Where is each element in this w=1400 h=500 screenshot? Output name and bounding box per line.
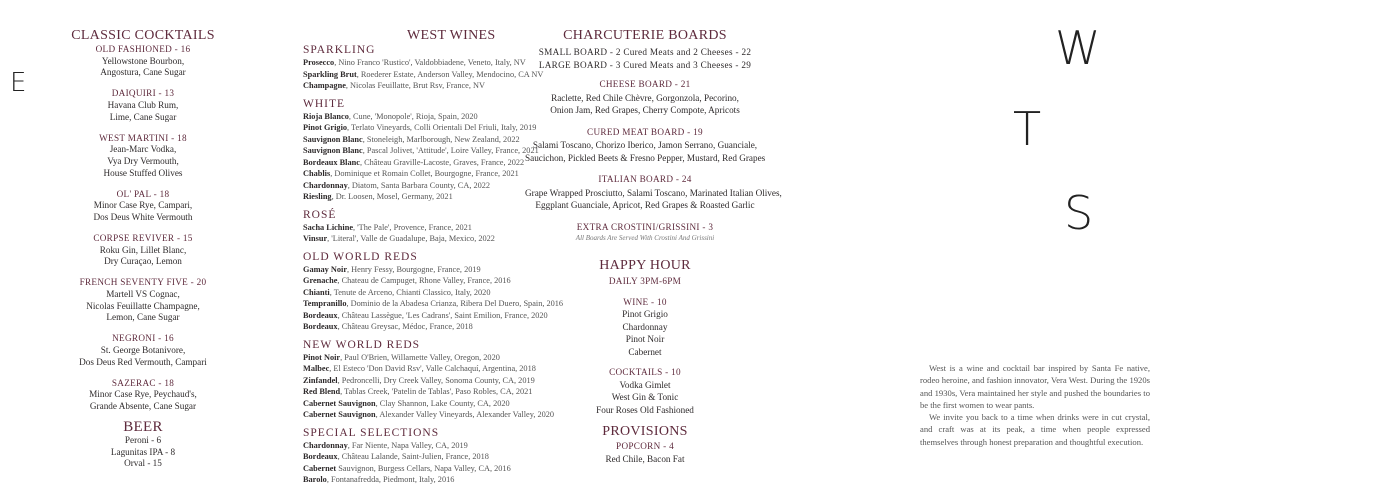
board-contents: Salami Toscano, Chorizo Iberico, Jamon Serrano, Guanciale, bbox=[532, 140, 758, 151]
logo-letter-t: T bbox=[1013, 102, 1042, 156]
wine-name: Chardonnay bbox=[303, 180, 348, 190]
board-item bbox=[525, 174, 782, 212]
wine-name: Sauvignon Blanc bbox=[303, 146, 363, 155]
provisions-title: PROVISIONS bbox=[602, 424, 688, 440]
wine-details: Sauvignon, Burgess Cellars, Napa Valley, CA, 2016 bbox=[336, 463, 511, 473]
wine-item bbox=[303, 275, 545, 287]
wine-details: , Château Lalande, Saint-Julien, France, 2018 bbox=[337, 452, 489, 461]
wine-details: , Château Lassègue, 'Les Cadrans', Saint Emilion, France, 2020 bbox=[337, 310, 548, 320]
cocktail-ingredients: Angostura, Cane Sugar bbox=[100, 67, 186, 78]
wine-item bbox=[303, 298, 564, 310]
wine-item bbox=[303, 111, 545, 123]
wine-name: Sparkling Brut bbox=[303, 69, 357, 79]
happy-hour-group-name: COCKTAILS - 10 bbox=[609, 367, 681, 378]
wine-details: , Dominique et Romain Collet, Bourgogne, France, 2021 bbox=[330, 169, 519, 178]
cocktail-ingredients: Minor Case Rye, Campari, bbox=[93, 200, 193, 211]
cocktail-name: NEGRONI - 16 bbox=[112, 333, 174, 344]
wine-details: , Tenute de Arceno, Chianti Classico, Italy, 2020 bbox=[329, 287, 491, 297]
board-item bbox=[525, 127, 765, 165]
wine-item bbox=[303, 321, 545, 333]
board-contents: Eggplant Guanciale, Apricot, Red Grapes & Roasted Garlic bbox=[535, 200, 755, 211]
wine-name: Zinfandel bbox=[303, 375, 338, 385]
wine-name: Sauvignon Blanc bbox=[303, 134, 363, 144]
cocktail-ingredients: Dry Curaçao, Lemon bbox=[104, 256, 182, 267]
happy-hour-times: DAILY 3PM-6PM bbox=[608, 276, 682, 286]
cocktail-item bbox=[50, 189, 236, 224]
provision-name: POPCORN - 4 bbox=[616, 441, 674, 452]
beer-title: BEER bbox=[123, 419, 163, 436]
board-contents: Grape Wrapped Prosciutto, Salami Toscano, Marinated Italian Olives, bbox=[525, 187, 782, 198]
board-option: SMALL BOARD - 2 Cured Meats and 2 Cheeses - 22 bbox=[538, 47, 752, 57]
wine-section-title: SPARKLING bbox=[303, 44, 376, 56]
board-name: ITALIAN BOARD - 24 bbox=[598, 174, 692, 185]
wine-details: , Dr. Loosen, Mosel, Germany, 2021 bbox=[331, 192, 453, 201]
wine-item bbox=[303, 386, 545, 398]
wine-details: , Dominio de la Abadesa Crianza, Ribera Del Duero, Spain, 2016 bbox=[346, 299, 564, 308]
logo-letter-e: E bbox=[10, 68, 27, 98]
cocktail-ingredients: Roku Gin, Lillet Blanc, bbox=[99, 244, 187, 255]
happy-hour-item: Vodka Gimlet bbox=[619, 379, 671, 390]
charcuterie-title: CHARCUTERIE BOARDS bbox=[563, 28, 727, 43]
happy-hour-item: Chardonnay bbox=[622, 321, 668, 332]
wine-item bbox=[303, 157, 545, 169]
wine-details: , Far Niente, Napa Valley, CA, 2019 bbox=[347, 440, 468, 450]
wine-item bbox=[303, 57, 545, 69]
wine-name: Bordeaux bbox=[303, 310, 338, 320]
wines-section bbox=[303, 28, 564, 486]
wine-section-title: WHITE bbox=[303, 97, 346, 110]
wine-item bbox=[303, 398, 545, 410]
wine-details: , Roederer Estate, Anderson Valley, Mendocino, CA NV bbox=[356, 69, 544, 79]
cocktail-item bbox=[50, 277, 236, 323]
wine-details: , El Esteco 'Don David Rsv', Valle Calchaquí, Argentina, 2018 bbox=[329, 364, 536, 373]
cocktail-ingredients: Lemon, Cane Sugar bbox=[106, 312, 180, 323]
wine-name: Chianti bbox=[303, 287, 330, 297]
wine-details: , Château Graville-Lacoste, Graves, France, 2022 bbox=[359, 157, 525, 167]
wine-name: Grenache bbox=[303, 276, 338, 285]
wine-item bbox=[303, 233, 545, 245]
wine-details: , Nicolas Feuillatte, Brut Rsv, France, NV bbox=[345, 81, 485, 90]
board-contents: Onion Jam, Red Grapes, Cherry Compote, Apricots bbox=[550, 105, 740, 116]
cocktail-ingredients: Havana Club Rum, bbox=[107, 99, 179, 110]
wine-details: , Henry Fessy, Bourgogne, France, 2019 bbox=[347, 264, 481, 274]
wine-section-title: NEW WORLD REDS bbox=[303, 338, 421, 351]
wine-details: , Alexander Valley Vineyards, Alexander Valley, 2020 bbox=[375, 410, 555, 419]
board-option: LARGE BOARD - 3 Cured Meats and 3 Cheeses - 29 bbox=[538, 59, 752, 70]
wine-item bbox=[303, 180, 545, 192]
wine-name: Bordeaux bbox=[303, 452, 338, 461]
wine-details: , Paul O'Brien, Willamette Valley, Oregon, 2020 bbox=[340, 352, 500, 362]
happy-hour-section bbox=[570, 258, 720, 466]
wine-details: , Chateau de Campuget, Rhone Valley, France, 2016 bbox=[337, 276, 511, 285]
wine-section-title: SPECIAL SELECTIONS bbox=[303, 426, 440, 439]
wine-item bbox=[303, 222, 545, 234]
wine-name: Barolo bbox=[303, 475, 327, 484]
wine-item bbox=[303, 145, 545, 157]
cocktail-item bbox=[50, 133, 236, 179]
logo-letter-w-clip bbox=[1050, 21, 1101, 85]
wine-item bbox=[303, 363, 545, 375]
cocktail-item bbox=[50, 233, 236, 268]
wine-name: Bordeaux bbox=[303, 322, 338, 331]
boards-note: All Boards Are Served With Crostini And Grissini bbox=[575, 234, 715, 243]
board-contents: Raclette, Red Chile Chèvre, Gorgonzola, Pecorino, bbox=[551, 92, 739, 103]
wine-details: , Terlato Vineyards, Colli Orientali Del Friuli, Italy, 2019 bbox=[347, 123, 537, 132]
cocktail-ingredients: Vya Dry Vermouth, bbox=[107, 155, 179, 166]
wine-name: Chablis bbox=[303, 169, 331, 178]
wine-name: Malbec bbox=[303, 364, 330, 373]
wine-details: , Nino Franco 'Rustico', Valdobbiadene, Veneto, Italy, NV bbox=[334, 58, 526, 67]
wine-details: , Tablas Creek, 'Patelin de Tablas', Paso Robles, CA, 2021 bbox=[340, 387, 533, 396]
wine-item bbox=[303, 69, 545, 81]
happy-hour-item: Pinot Grigio bbox=[622, 309, 668, 320]
wine-item bbox=[303, 310, 548, 322]
cocktail-name: OL' PAL - 18 bbox=[116, 188, 170, 199]
wine-name: Champagne bbox=[303, 81, 346, 90]
wine-name: Pinot Grigio bbox=[303, 123, 348, 132]
logo-letter-s: S bbox=[1064, 186, 1094, 240]
beer-item: Orval - 15 bbox=[124, 458, 162, 469]
wine-name: Cabernet bbox=[303, 463, 337, 473]
wine-item bbox=[303, 191, 545, 203]
cocktail-ingredients: Yellowstone Bourbon, bbox=[101, 55, 185, 66]
wine-name: Rioja Blanco bbox=[303, 111, 349, 121]
wine-section-title: ROSÉ bbox=[303, 208, 337, 221]
cocktails-section bbox=[50, 28, 236, 470]
wine-item bbox=[303, 474, 545, 486]
wine-details: , Stoneleigh, Marlborough, New Zealand, 2022 bbox=[362, 134, 520, 144]
cocktail-name: SAZERAC - 18 bbox=[111, 377, 175, 388]
about-paragraph: West is a wine and cocktail bar inspired by Santa Fe native, rodeo heroine, and fashion innovator, Vera West. During the 1920s and 1930s, Vera maintained her style and pushed the boundaries to be the first women to wear pants. bbox=[920, 363, 1150, 410]
wine-name: Prosecco bbox=[303, 58, 335, 67]
cocktail-name: WEST MARTINI - 18 bbox=[99, 132, 187, 143]
wine-details: , 'Literal', Valle de Guadalupe, Baja, Mexico, 2022 bbox=[327, 234, 495, 243]
board-contents: Saucichon, Pickled Beets & Fresno Pepper, Mustard, Red Grapes bbox=[525, 152, 766, 163]
cocktail-ingredients: Dos Deus Red Vermouth, Campari bbox=[79, 356, 207, 367]
cocktail-ingredients: Nicolas Feuillatte Champagne, bbox=[86, 300, 200, 311]
about-paragraph: We invite you back to a time when drinks were in cut crystal, and craft was at its peak, a time when people expressed themselves through honest preparation and thoughtful execution. bbox=[920, 412, 1150, 447]
beer-item: Peroni - 6 bbox=[124, 435, 162, 446]
cocktail-ingredients: House Stuffed Olives bbox=[103, 167, 183, 178]
cocktail-item bbox=[50, 88, 236, 123]
happy-hour-item: Cabernet bbox=[628, 346, 662, 357]
board-name: CURED MEAT BOARD - 19 bbox=[587, 126, 703, 137]
wine-name: Chardonnay bbox=[303, 440, 348, 450]
cocktail-item bbox=[50, 333, 236, 368]
beer-item: Lagunitas IPA - 8 bbox=[110, 446, 176, 457]
spacer bbox=[525, 71, 765, 79]
wine-details: , Diatom, Santa Barbara County, CA, 2022 bbox=[347, 180, 491, 190]
wine-item bbox=[303, 80, 545, 92]
wine-item bbox=[303, 352, 545, 364]
wine-item bbox=[303, 122, 545, 134]
wine-item bbox=[303, 409, 555, 421]
cocktail-ingredients: Lime, Cane Sugar bbox=[109, 111, 177, 122]
extra-crostini: EXTRA CROSTINI/GRISSINI - 3 bbox=[576, 221, 714, 232]
charcuterie-section bbox=[525, 28, 782, 245]
happy-hour-title: HAPPY HOUR bbox=[599, 258, 691, 273]
wine-item bbox=[303, 375, 545, 387]
cocktail-ingredients: Dos Deus White Vermouth bbox=[93, 211, 193, 222]
wine-details: , Pascal Jolivet, 'Attitude', Loire Valley, France, 2021 bbox=[362, 146, 539, 155]
happy-hour-item: Pinot Noir bbox=[625, 334, 665, 345]
wine-name: Pinot Noir bbox=[303, 352, 341, 362]
board-item bbox=[525, 79, 765, 117]
cocktail-name: CORPSE REVIVER - 15 bbox=[93, 233, 193, 244]
cocktail-name: FRENCH SEVENTY FIVE - 20 bbox=[79, 277, 207, 288]
cocktail-name: DAIQUIRI - 13 bbox=[111, 88, 175, 99]
cocktail-ingredients: Minor Case Rye, Peychaud's, bbox=[89, 389, 197, 400]
happy-hour-group bbox=[570, 296, 720, 359]
wine-details: , Pedroncelli, Dry Creek Valley, Sonoma County, CA, 2019 bbox=[337, 375, 535, 385]
wine-name: Vinsur bbox=[303, 234, 328, 243]
happy-hour-item: West Gin & Tonic bbox=[611, 392, 679, 403]
wine-section-title: OLD WORLD REDS bbox=[303, 250, 418, 263]
wine-name: Cabernet Sauvignon bbox=[303, 398, 376, 408]
happy-hour-group bbox=[570, 366, 720, 416]
wine-details: , Cune, 'Monopole', Rioja, Spain, 2020 bbox=[348, 111, 478, 121]
wines-title: WEST WINES bbox=[407, 28, 496, 43]
board-name: CHEESE BOARD - 21 bbox=[599, 79, 691, 89]
wine-name: Gamay Noir bbox=[303, 264, 348, 274]
wine-item bbox=[303, 440, 545, 452]
wine-name: Sacha Lichine bbox=[303, 222, 354, 232]
wine-name: Bordeaux Blanc bbox=[303, 157, 360, 167]
logo-letter-w: W bbox=[1055, 21, 1101, 75]
wine-details: , 'The Pale', Provence, France, 2021 bbox=[353, 222, 472, 232]
wine-name: Tempranillo bbox=[303, 299, 347, 308]
cocktail-ingredients: St. George Botanivore, bbox=[100, 345, 186, 356]
happy-hour-group-name: WINE - 10 bbox=[623, 296, 667, 307]
wine-details: , Clay Shannon, Lake County, CA, 2020 bbox=[375, 398, 510, 408]
wine-name: Cabernet Sauvignon bbox=[303, 410, 376, 419]
cocktails-title: CLASSIC COCKTAILS bbox=[71, 28, 215, 43]
cocktail-item bbox=[50, 378, 236, 413]
wine-item bbox=[303, 463, 545, 475]
cocktail-name: OLD FASHIONED - 16 bbox=[95, 44, 191, 54]
cocktail-ingredients: Grande Absente, Cane Sugar bbox=[89, 401, 197, 411]
wine-name: Red Blend bbox=[303, 387, 341, 396]
about-section bbox=[920, 362, 1150, 448]
wine-item bbox=[303, 134, 545, 146]
cocktail-ingredients: Martell VS Cognac, bbox=[106, 289, 180, 300]
wine-item bbox=[303, 168, 545, 180]
wine-details: , Château Greysac, Médoc, France, 2018 bbox=[337, 322, 473, 331]
wine-details: , Fontanafredda, Piedmont, Italy, 2016 bbox=[326, 475, 455, 484]
wine-name: Riesling bbox=[303, 192, 332, 201]
cocktail-item bbox=[50, 44, 236, 79]
wine-item bbox=[303, 287, 545, 299]
wine-item bbox=[303, 451, 545, 463]
wine-item bbox=[303, 264, 545, 276]
happy-hour-item: Four Roses Old Fashioned bbox=[596, 404, 694, 415]
cocktail-ingredients: Jean-Marc Vodka, bbox=[109, 144, 177, 155]
provision-details: Red Chile, Bacon Fat bbox=[605, 454, 685, 465]
